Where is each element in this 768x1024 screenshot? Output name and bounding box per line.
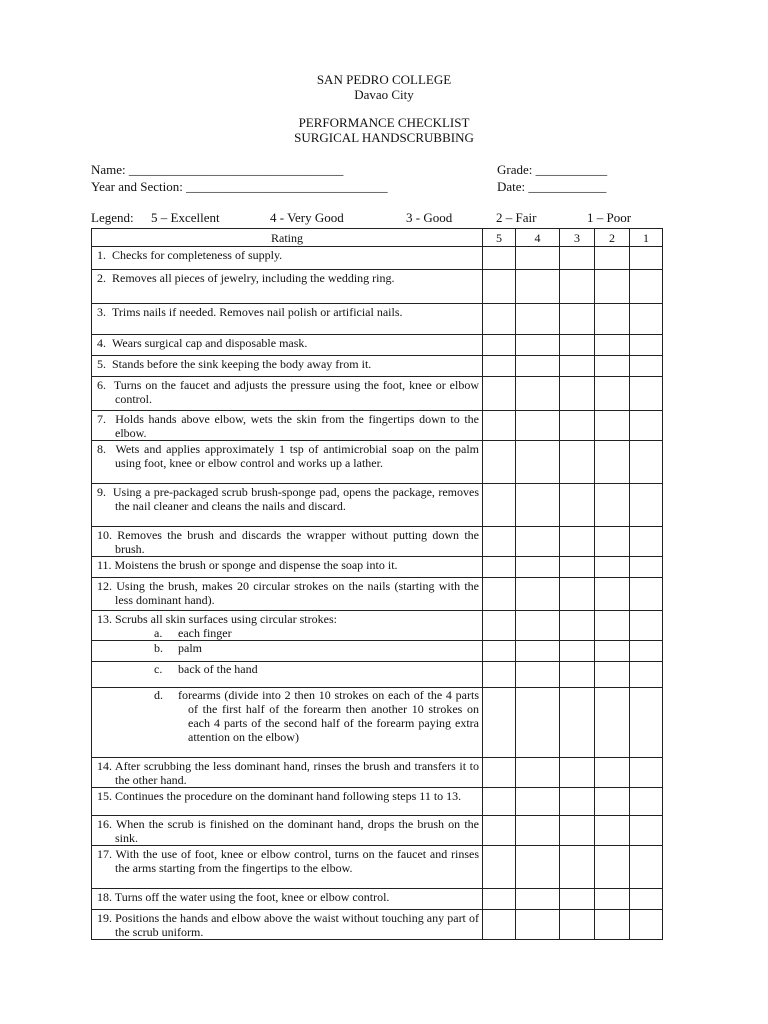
item-text: 8. Wets and applies approximately 1 tsp of antimicrobial soap on the palm using foot, knee or elbow control and works up a lather. [97, 442, 479, 470]
rating-cell-1[interactable] [630, 578, 663, 611]
rating-cell-5[interactable] [483, 377, 516, 411]
table-row [92, 578, 663, 611]
item-text: 10. Removes the brush and discards the wrapper without putting down the brush. [97, 528, 479, 556]
checklist-item [92, 441, 483, 484]
rating-cell-3[interactable] [560, 816, 595, 846]
rating-cell-1[interactable] [630, 304, 663, 335]
table-row [92, 247, 663, 270]
rating-cell-5[interactable] [483, 441, 516, 484]
rating-cell-4[interactable] [516, 411, 560, 441]
rating-cell-1[interactable] [630, 247, 663, 270]
checklist-item [92, 356, 483, 377]
item-text: 15. Continues the procedure on the dominant hand following steps 11 to 13. [97, 789, 462, 803]
checklist-item [92, 846, 483, 889]
rating-cell-5[interactable] [483, 758, 516, 788]
checklist-item [92, 578, 483, 611]
rating-cell-3[interactable] [560, 846, 595, 889]
rating-cell-4[interactable] [516, 688, 560, 758]
legend-item-1: 1 – Poor [587, 210, 632, 225]
rating-cell-3[interactable] [560, 688, 595, 758]
date-field[interactable]: Date: ____________ [497, 179, 607, 194]
rating-cell-5[interactable] [483, 641, 516, 662]
rating-cell-2[interactable] [595, 411, 630, 441]
rating-cell-4[interactable] [516, 910, 560, 940]
rating-cell-3[interactable] [560, 270, 595, 304]
rating-cell-4[interactable] [516, 484, 560, 527]
name-field[interactable]: Name: _________________________________ [91, 162, 344, 177]
table-row [92, 377, 663, 411]
rating-cell-2[interactable] [595, 247, 630, 270]
rating-cell-4[interactable] [516, 335, 560, 356]
rating-cell-2[interactable] [595, 641, 630, 662]
table-row [92, 527, 663, 557]
checklist-item [92, 688, 483, 758]
item-text: 1. Checks for completeness of supply. [97, 248, 283, 262]
rating-col-1: 1 [630, 229, 663, 247]
sub-item-label: b. [154, 641, 163, 655]
rating-cell-2[interactable] [595, 304, 630, 335]
table-row [92, 304, 663, 335]
sub-item [97, 641, 479, 655]
item-text: 3. Trims nails if needed. Removes nail polish or artificial nails. [97, 305, 403, 319]
rating-cell-1[interactable] [630, 557, 663, 578]
rating-cell-1[interactable] [630, 688, 663, 758]
item-text: 9. Using a pre-packaged scrub brush-sponge pad, opens the package, removes the nail cleaner and cleans the nails and discard. [97, 485, 479, 513]
rating-cell-3[interactable] [560, 641, 595, 662]
rating-cell-4[interactable] [516, 641, 560, 662]
document-title: PERFORMANCE CHECKLIST [298, 115, 470, 130]
rating-cell-5[interactable] [483, 527, 516, 557]
item-text: 18. Turns off the water using the foot, knee or elbow control. [97, 890, 390, 904]
rating-cell-5[interactable] [483, 889, 516, 910]
rating-cell-1[interactable] [630, 788, 663, 816]
rating-cell-1[interactable] [630, 816, 663, 846]
rating-cell-5[interactable] [483, 335, 516, 356]
rating-cell-2[interactable] [595, 557, 630, 578]
sub-item [97, 662, 479, 676]
rating-cell-4[interactable] [516, 578, 560, 611]
rating-cell-5[interactable] [483, 304, 516, 335]
checklist-item [92, 889, 483, 910]
sub-item-text: palm [178, 641, 202, 655]
item-text: 17. With the use of foot, knee or elbow control, turns on the faucet and rinses the arms starting from the fingertips to the elbow. [97, 847, 479, 875]
rating-cell-4[interactable] [516, 662, 560, 688]
rating-cell-3[interactable] [560, 578, 595, 611]
legend-item-4: 4 - Very Good [270, 210, 344, 225]
rating-cell-3[interactable] [560, 377, 595, 411]
checklist-item [92, 247, 483, 270]
sub-item-label: a. [154, 626, 163, 640]
rating-cell-4[interactable] [516, 441, 560, 484]
rating-cell-2[interactable] [595, 441, 630, 484]
checklist-item [92, 527, 483, 557]
rating-cell-2[interactable] [595, 527, 630, 557]
sub-item [97, 688, 479, 744]
rating-cell-4[interactable] [516, 889, 560, 910]
rating-cell-1[interactable] [630, 377, 663, 411]
rating-cell-5[interactable] [483, 356, 516, 377]
rating-cell-2[interactable] [595, 788, 630, 816]
rating-col-3: 3 [560, 229, 595, 247]
rating-cell-3[interactable] [560, 411, 595, 441]
item-text: 19. Positions the hands and elbow above the waist without touching any part of the scrub uniform. [97, 911, 479, 939]
checklist-item [92, 335, 483, 356]
table-row [92, 356, 663, 377]
checklist-item [92, 411, 483, 441]
rating-cell-2[interactable] [595, 846, 630, 889]
item-text: 11. Moistens the brush or sponge and dispense the soap into it. [97, 558, 398, 572]
table-row [92, 411, 663, 441]
rating-cell-1[interactable] [630, 270, 663, 304]
sub-item-label: c. [154, 662, 163, 676]
rating-cell-1[interactable] [630, 910, 663, 940]
rating-cell-5[interactable] [483, 247, 516, 270]
table-row [92, 641, 663, 662]
table-row [92, 816, 663, 846]
sub-item-text: back of the hand [178, 662, 258, 676]
rating-cell-3[interactable] [560, 304, 595, 335]
rating-cell-1[interactable] [630, 441, 663, 484]
rating-cell-1[interactable] [630, 641, 663, 662]
rating-cell-2[interactable] [595, 662, 630, 688]
rating-cell-5[interactable] [483, 611, 516, 641]
rating-cell-4[interactable] [516, 758, 560, 788]
rating-cell-2[interactable] [595, 484, 630, 527]
table-row [92, 484, 663, 527]
rating-cell-4[interactable] [516, 611, 560, 641]
rating-cell-5[interactable] [483, 411, 516, 441]
grade-field[interactable]: Grade: ___________ [497, 162, 608, 177]
item-text: 13. Scrubs all skin surfaces using circular strokes: [97, 612, 337, 626]
rating-cell-2[interactable] [595, 335, 630, 356]
checklist-item [92, 270, 483, 304]
college-city: Davao City [354, 87, 414, 102]
rating-cell-5[interactable] [483, 557, 516, 578]
rating-cell-2[interactable] [595, 910, 630, 940]
item-text: 12. Using the brush, makes 20 circular strokes on the nails (starting with the less dominant hand). [97, 579, 479, 607]
table-row [92, 846, 663, 889]
table-row [92, 788, 663, 816]
table-row [92, 910, 663, 940]
year-section-field[interactable]: Year and Section: _______________________________ [91, 179, 388, 194]
rating-cell-3[interactable] [560, 356, 595, 377]
rating-cell-3[interactable] [560, 557, 595, 578]
table-row [92, 270, 663, 304]
item-text: 14. After scrubbing the less dominant hand, rinses the brush and transfers it to the other hand. [97, 759, 479, 787]
rating-cell-3[interactable] [560, 889, 595, 910]
legend-label: Legend: [91, 210, 134, 225]
sub-item-text: forearms (divide into 2 then 10 strokes on each of the 4 parts of the first half of the forearm then another 10 strokes on each 4 parts of the second half of the forearm paying extra attention on the elbow) [178, 688, 479, 744]
rating-cell-3[interactable] [560, 758, 595, 788]
checklist-item [92, 816, 483, 846]
item-text: 6. Turns on the faucet and adjusts the pressure using the foot, knee or elbow control. [97, 378, 479, 406]
rating-cell-4[interactable] [516, 247, 560, 270]
rating-cell-4[interactable] [516, 788, 560, 816]
rating-cell-4[interactable] [516, 557, 560, 578]
rating-cell-2[interactable] [595, 578, 630, 611]
rating-cell-2[interactable] [595, 758, 630, 788]
table-row [92, 441, 663, 484]
item-text: 7. Holds hands above elbow, wets the skin from the fingertips down to the elbow. [97, 412, 479, 440]
rating-cell-3[interactable] [560, 484, 595, 527]
rating-cell-3[interactable] [560, 662, 595, 688]
rating-cell-5[interactable] [483, 578, 516, 611]
rating-cell-5[interactable] [483, 788, 516, 816]
rating-cell-4[interactable] [516, 270, 560, 304]
rating-cell-1[interactable] [630, 356, 663, 377]
table-row [92, 557, 663, 578]
table-row [92, 889, 663, 910]
checklist-item [92, 377, 483, 411]
rating-cell-1[interactable] [630, 527, 663, 557]
rating-cell-2[interactable] [595, 889, 630, 910]
sub-item [97, 626, 479, 640]
checklist-item [92, 758, 483, 788]
table-row [92, 335, 663, 356]
checklist-item [92, 484, 483, 527]
rating-cell-3[interactable] [560, 335, 595, 356]
table-row [92, 662, 663, 688]
checklist-table [91, 228, 663, 940]
rating-cell-3[interactable] [560, 788, 595, 816]
rating-cell-4[interactable] [516, 846, 560, 889]
rating-cell-4[interactable] [516, 377, 560, 411]
rating-cell-1[interactable] [630, 846, 663, 889]
rating-cell-2[interactable] [595, 816, 630, 846]
rating-cell-2[interactable] [595, 377, 630, 411]
rating-cell-1[interactable] [630, 662, 663, 688]
rating-cell-5[interactable] [483, 270, 516, 304]
rating-col-2: 2 [595, 229, 630, 247]
rating-cell-2[interactable] [595, 688, 630, 758]
checklist-item [92, 304, 483, 335]
table-row [92, 758, 663, 788]
checklist-item [92, 662, 483, 688]
legend-item-5: 5 – Excellent [151, 210, 220, 225]
rating-cell-1[interactable] [630, 335, 663, 356]
rating-cell-2[interactable] [595, 356, 630, 377]
rating-cell-4[interactable] [516, 816, 560, 846]
rating-cell-5[interactable] [483, 484, 516, 527]
rating-cell-5[interactable] [483, 816, 516, 846]
rating-cell-2[interactable] [595, 611, 630, 641]
rating-cell-3[interactable] [560, 910, 595, 940]
rating-cell-5[interactable] [483, 688, 516, 758]
rating-cell-3[interactable] [560, 441, 595, 484]
legend-item-3: 3 - Good [406, 210, 453, 225]
rating-cell-1[interactable] [630, 758, 663, 788]
rating-cell-1[interactable] [630, 889, 663, 910]
rating-cell-3[interactable] [560, 611, 595, 641]
rating-cell-5[interactable] [483, 846, 516, 889]
rating-cell-3[interactable] [560, 527, 595, 557]
college-name: SAN PEDRO COLLEGE [316, 72, 452, 87]
rating-cell-5[interactable] [483, 910, 516, 940]
rating-cell-1[interactable] [630, 611, 663, 641]
rating-cell-4[interactable] [516, 527, 560, 557]
rating-header: Rating [92, 229, 483, 247]
rating-cell-5[interactable] [483, 662, 516, 688]
rating-col-4: 4 [516, 229, 560, 247]
rating-cell-2[interactable] [595, 270, 630, 304]
rating-cell-3[interactable] [560, 247, 595, 270]
item-text: 2. Removes all pieces of jewelry, including the wedding ring. [97, 271, 395, 285]
rating-cell-4[interactable] [516, 356, 560, 377]
table-header-row [92, 229, 663, 247]
checklist-item [92, 611, 483, 641]
rating-cell-1[interactable] [630, 411, 663, 441]
item-text: 5. Stands before the sink keeping the body away from it. [97, 357, 372, 371]
rating-col-5: 5 [483, 229, 516, 247]
checklist-item [92, 641, 483, 662]
table-row [92, 688, 663, 758]
sub-item-text: each finger [178, 626, 232, 640]
sub-item-label: d. [154, 688, 163, 702]
document-subtitle: SURGICAL HANDSCRUBBING [294, 130, 474, 145]
item-text: 16. When the scrub is finished on the dominant hand, drops the brush on the sink. [97, 817, 479, 845]
item-text: 4. Wears surgical cap and disposable mask. [97, 336, 308, 350]
checklist-item [92, 557, 483, 578]
legend-item-2: 2 – Fair [496, 210, 537, 225]
rating-cell-1[interactable] [630, 484, 663, 527]
table-row [92, 611, 663, 641]
rating-cell-4[interactable] [516, 304, 560, 335]
checklist-item [92, 910, 483, 940]
checklist-item [92, 788, 483, 816]
